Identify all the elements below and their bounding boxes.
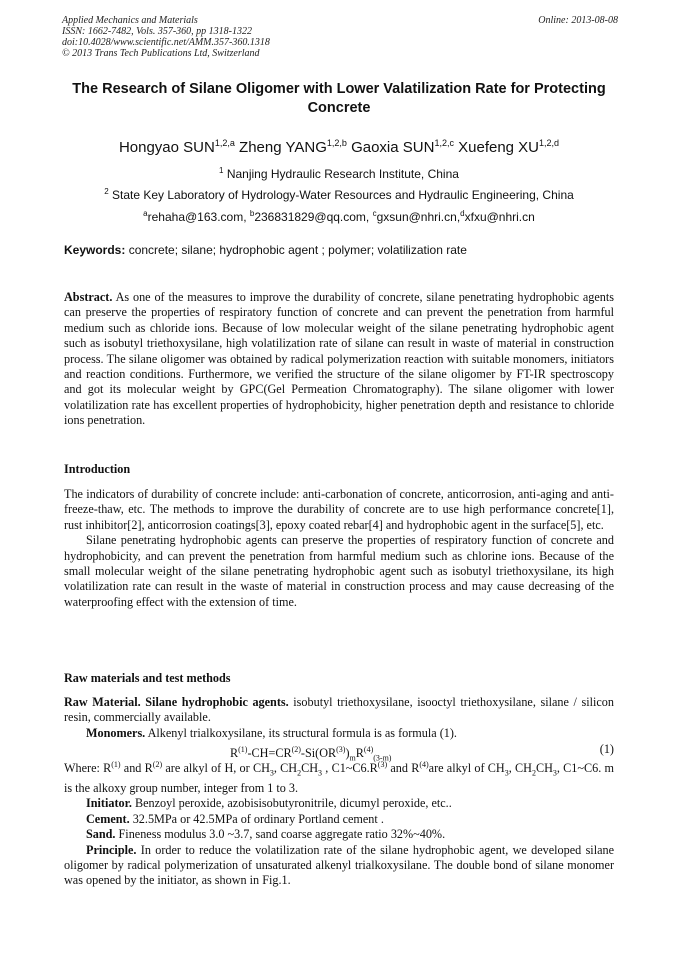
journal-header <box>62 15 618 59</box>
structural-formula: $R^{(1)}-CH=CR^{(2)}-Si(OR^{(3)})_mR^{(4)}_{(3-m)}$ <box>230 745 392 763</box>
author-affil-sup: 1,2,c <box>434 138 454 148</box>
keywords-text: concrete; silane; hydrophobic agent ; polymer; volatilization rate <box>125 243 467 257</box>
email-link[interactable]: rehaha@163.com, <box>147 210 250 224</box>
monomers-text: Alkenyl trialkoxysilane, its structural formula is as formula (1). <box>145 725 457 740</box>
paragraph: Silane penetrating hydrophobic agents can preserve the properties of respiratory function of concrete and hydrophobicity, and can prevent the penetration from harmful medium such as chlorine ions. Because of the small molecular weight of the silane penetrating hydrophobic agent such as isobutyl triethoxysilane, its high volatilization rate can result in the waste of material in construction process and may cause decreasing of the waterproofing effect with the extension of time. <box>64 533 614 609</box>
formula-number: (1) <box>599 742 614 756</box>
initiator-text: Benzoyl peroxide, azobisisobutyronitrile, dicumyl peroxide, etc.. <box>131 796 452 811</box>
affiliation-number: 2 <box>104 187 109 196</box>
paper-title: The Research of Silane Oligomer with Lower Valatilization Rate for Protecting Concrete <box>72 81 606 116</box>
cement-label: Cement. <box>86 811 130 826</box>
email-sup: a <box>143 209 148 218</box>
affiliation-text: Nanjing Hydraulic Research Institute, China <box>226 167 459 181</box>
sand-label: Sand. <box>86 827 116 842</box>
copyright-line: © 2013 Trans Tech Publications Ltd, Switzerland <box>62 48 260 59</box>
introduction-body <box>64 487 614 610</box>
affiliation-number: 1 <box>219 166 224 175</box>
sand-text: Fineness modulus 3.0 ~3.7, sand coarse aggregate ratio 32%~40%. <box>115 827 446 842</box>
journal-name: Applied Mechanics and Materials <box>62 15 198 26</box>
author-emails <box>40 206 638 225</box>
cement-text: 32.5MPa or 42.5MPa of ordinary Portland cement . <box>129 811 384 826</box>
email-sup: b <box>249 209 255 218</box>
abstract-label: Abstract. <box>64 290 113 304</box>
email-sup: c <box>372 209 377 218</box>
raw-material-label: Raw Material. Silane hydrophobic agents. <box>64 695 289 709</box>
abstract-text: As one of the measures to improve the durability of concrete, silane penetrating hydrophobic agents can preserve the properties of respiratory function of concrete and can prevent the penetration from harmful medium such as chloride ions. Because of low molecular weight of the silane penetrating hydrophobic agent such as isobutyl triethoxysilane, high volatilization rate of silane can result in waste of material in construction process. The silane oligomer was obtained by radical polymerization reaction with suitable monomers, initiators and reaction conditions. Furthermore, we verified the structure of the silane oligomer by FT-IR spectroscopy and got its molecular weight by GPC(Gel Permeation Chromatography). The silane oligomer with lower volatilization rate has excellent properties of hydrophobicity, higher penetration depth and resistance to chloride ions penetration. <box>64 290 614 428</box>
author-name: Hongyao SUN <box>118 139 215 156</box>
doi-line: doi:10.4028/www.scientific.net/AMM.357-360.1318 <box>62 37 270 48</box>
author-affil-sup: 1,2,d <box>539 138 560 148</box>
raw-material-paragraph <box>64 695 614 741</box>
email-sup: d <box>460 209 465 218</box>
affiliation-1 <box>40 163 638 182</box>
abstract <box>64 290 614 429</box>
keywords <box>64 243 620 258</box>
author-affil-sup: 1,2,a <box>214 138 235 148</box>
affiliation-2 <box>40 184 638 203</box>
email-link[interactable]: 236831829@qq.com, <box>254 210 373 224</box>
raw-material-text: isobutyl triethoxysilane, isooctyl triethoxysilane, silane / silicon resin, commercially available. <box>64 695 614 725</box>
paragraph: The indicators of durability of concrete include: anti-carbonation of concrete, anticorrosion, anti-aging and anti-freeze-thaw, etc. The methods to improve the durability of concrete are to use high performance concrete[1], rust inhibitor[2], anticorrosion coatings[3], epoxy coated rebar[4] and hydrophobic agent in the surface[5], etc. <box>64 487 614 532</box>
author-name: Zheng YANG <box>239 139 327 156</box>
author-affil-sup: 1,2,b <box>326 138 347 148</box>
email-link[interactable]: xfxu@nhri.cn <box>464 210 535 224</box>
section-heading-methods: Raw materials and test methods <box>64 671 231 685</box>
initiator-label: Initiator. <box>86 796 132 811</box>
issn-line: ISSN: 1662-7482, Vols. 357-360, pp 1318-1322 <box>62 26 252 37</box>
author-list <box>40 133 638 158</box>
author-name: Xuefeng XU <box>458 139 540 156</box>
principle-text: In order to reduce the volatilization rate of the silane hydrophobic agent, we developed silane oligomer by radical polymerization of unsaturated alkenyl trialkoxysilane. The double bond of silane monomer was opened by the initiator, as shown in Fig.1. <box>64 842 614 888</box>
online-date: Online: 2013-08-08 <box>538 15 618 26</box>
email-link[interactable]: gxsun@nhri.cn, <box>376 210 461 224</box>
affiliation-text: State Key Laboratory of Hydrology-Water Resources and Hydraulic Engineering, China <box>112 188 574 202</box>
monomers-label: Monomers. <box>86 725 146 740</box>
section-heading-introduction: Introduction <box>64 462 131 476</box>
keywords-label: Keywords: <box>64 243 126 257</box>
author-name: Gaoxia SUN <box>351 139 435 156</box>
principle-label: Principle. <box>86 842 137 857</box>
formula-explanation: Where: $R^{(1)}$ and $R^{(2)}$ are alkyl of H, or $CH_3$, $CH_2CH_3$ , $C1\sim C6.R^{(3)}$ and $R^{(4)}are$ alkyl of $CH_3$, $CH_2CH_3$, C1~C6. m is the alkoxy group number, integer from 1 to 3. Initiator. Benzoyl peroxide, azobisisobutyronitrile, dicumyl peroxide, etc.. Cement. 32.5MPa or 42.5MPa of ordinary Portland cement . Sand. Fineness modulus 3.0 ~3.7, sand coarse aggregate ratio 32%~40%. Principle. In order to reduce the volatilization rate of the silane hydrophobic agent, we developed silane oligomer by radical polymerization of unsaturated alkenyl trialkoxysilane. The double bond of silane monomer was opened by the initiator, as shown in Fig.1. <box>64 760 614 888</box>
